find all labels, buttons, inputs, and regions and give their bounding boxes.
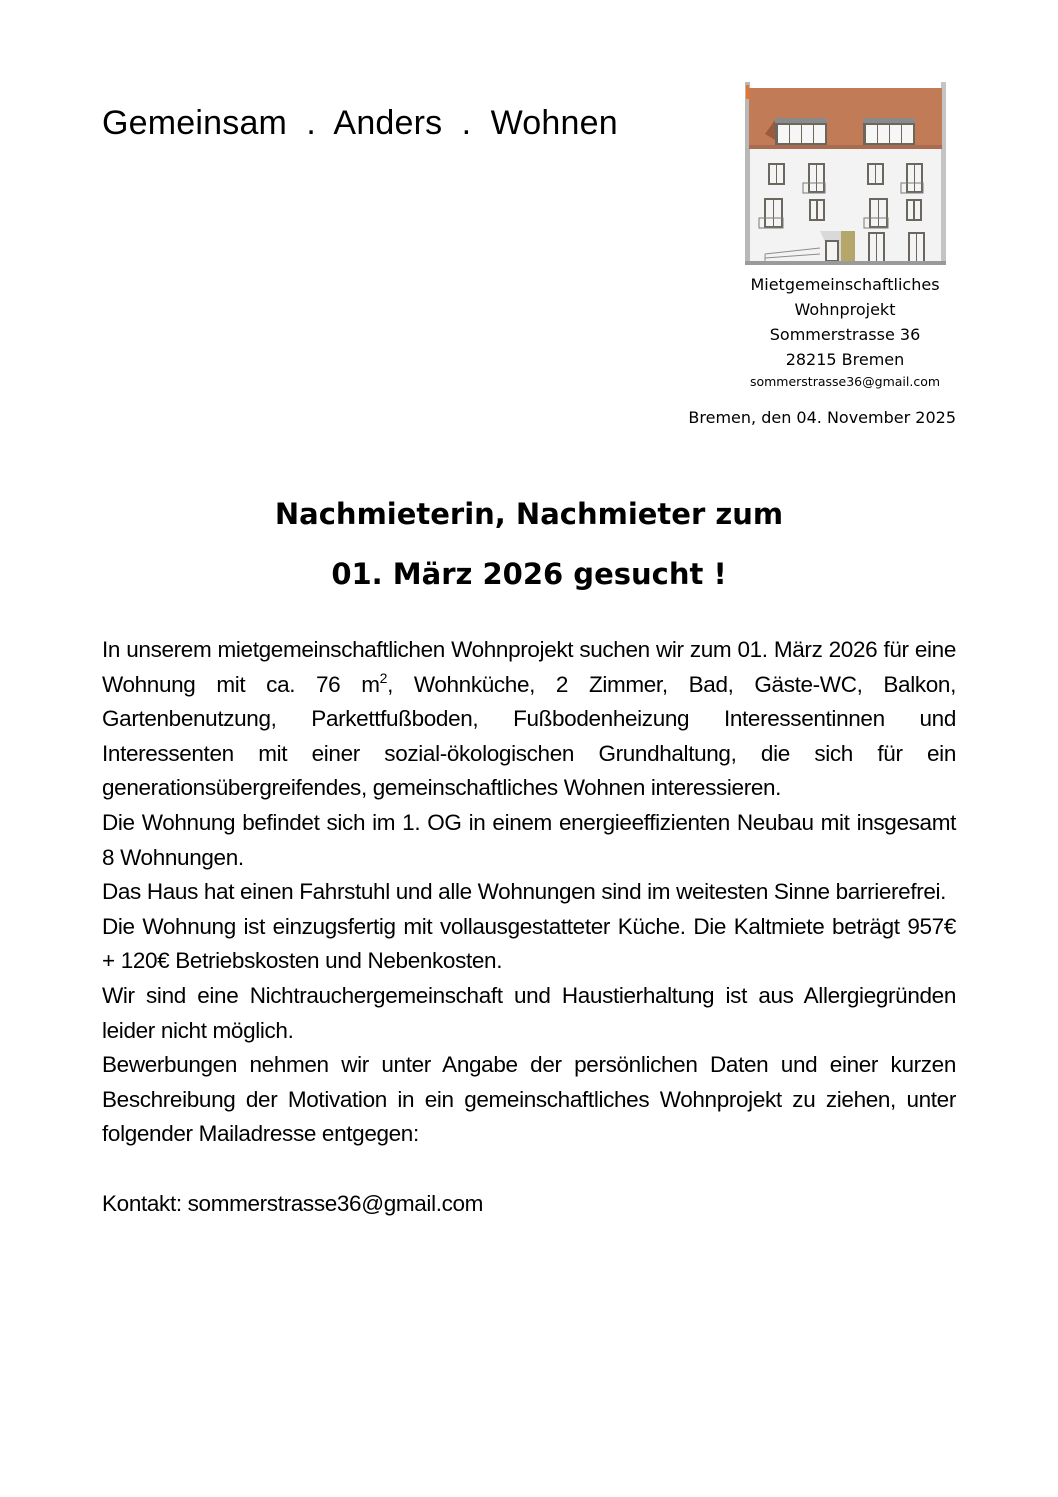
paragraph-rent: Die Wohnung ist einzugsfertig mit vollausgestatteter Küche. Die Kaltmiete beträgt 957€ + 120€ Betriebskosten und Nebenkosten.: [102, 913, 956, 974]
project-type-line2: Wohnprojekt: [794, 300, 896, 319]
street-address: Sommerstrasse 36: [769, 325, 921, 344]
contact-label: Kontakt:: [102, 1190, 188, 1216]
address-block: [730, 272, 960, 392]
contact-line: [102, 1187, 956, 1222]
paragraph-rules: Wir sind eine Nichtrauchergemeinschaft und Haustierhaltung ist aus Allergiegründen leider nicht möglich.: [102, 982, 956, 1043]
contact-email-link[interactable]: sommerstrasse36@gmail.com: [187, 1190, 484, 1216]
headline-line2: 01. März 2026 gesucht !: [331, 557, 727, 591]
paragraph-accessibility: Das Haus hat einen Fahrstuhl und alle Wohnungen sind im weitesten Sinne barrierefrei.: [102, 879, 947, 905]
headline-line1: Nachmieterin, Nachmieter zum: [274, 497, 784, 531]
blank-line: [102, 1152, 956, 1187]
motto-heading: Gemeinsam . Anders . Wohnen: [102, 104, 618, 142]
headline: [0, 484, 1058, 604]
paragraph-application: Bewerbungen nehmen wir unter Angabe der persönlichen Daten und einer kurzen Beschreibung der Motivation in ein gemeinschaftliches Wohnprojekt zu ziehen, unter folgender Mailadresse entgegen:: [102, 1052, 956, 1147]
paragraph-text: In unserem mietgemeinschaftlichen Wohnprojekt suchen wir zum 01. März 2026 für eine Wohnung mit ca. 76 m: [102, 637, 956, 697]
building-facade-icon: [745, 82, 946, 265]
superscript-2: 2: [379, 669, 388, 686]
letter-date: Bremen, den 04. November 2025: [688, 408, 956, 427]
paragraph-text: , Wohnküche, 2 Zimmer, Bad, Gäste-WC, Balkon, Gartenbenutzung, Parkettfußboden, Fußbodenheizung Interessentinnen und Interessenten mit einer sozial-ökologischen Grundhaltung, die sich für ein generationsübergreifendes, gemeinschaftliches Wohnen interessieren.: [102, 671, 956, 801]
paragraph-location: Die Wohnung befindet sich im 1. OG in einem energieeffizienten Neubau mit insgesamt 8 Wohnungen.: [102, 809, 956, 870]
body-text: [102, 633, 956, 1221]
postal-city: 28215 Bremen: [785, 350, 905, 369]
project-type-line1: Mietgemeinschaftliches: [750, 275, 940, 294]
paragraph-apartment-description: [102, 633, 956, 806]
address-email-link[interactable]: sommerstrasse36@gmail.com: [749, 374, 941, 389]
